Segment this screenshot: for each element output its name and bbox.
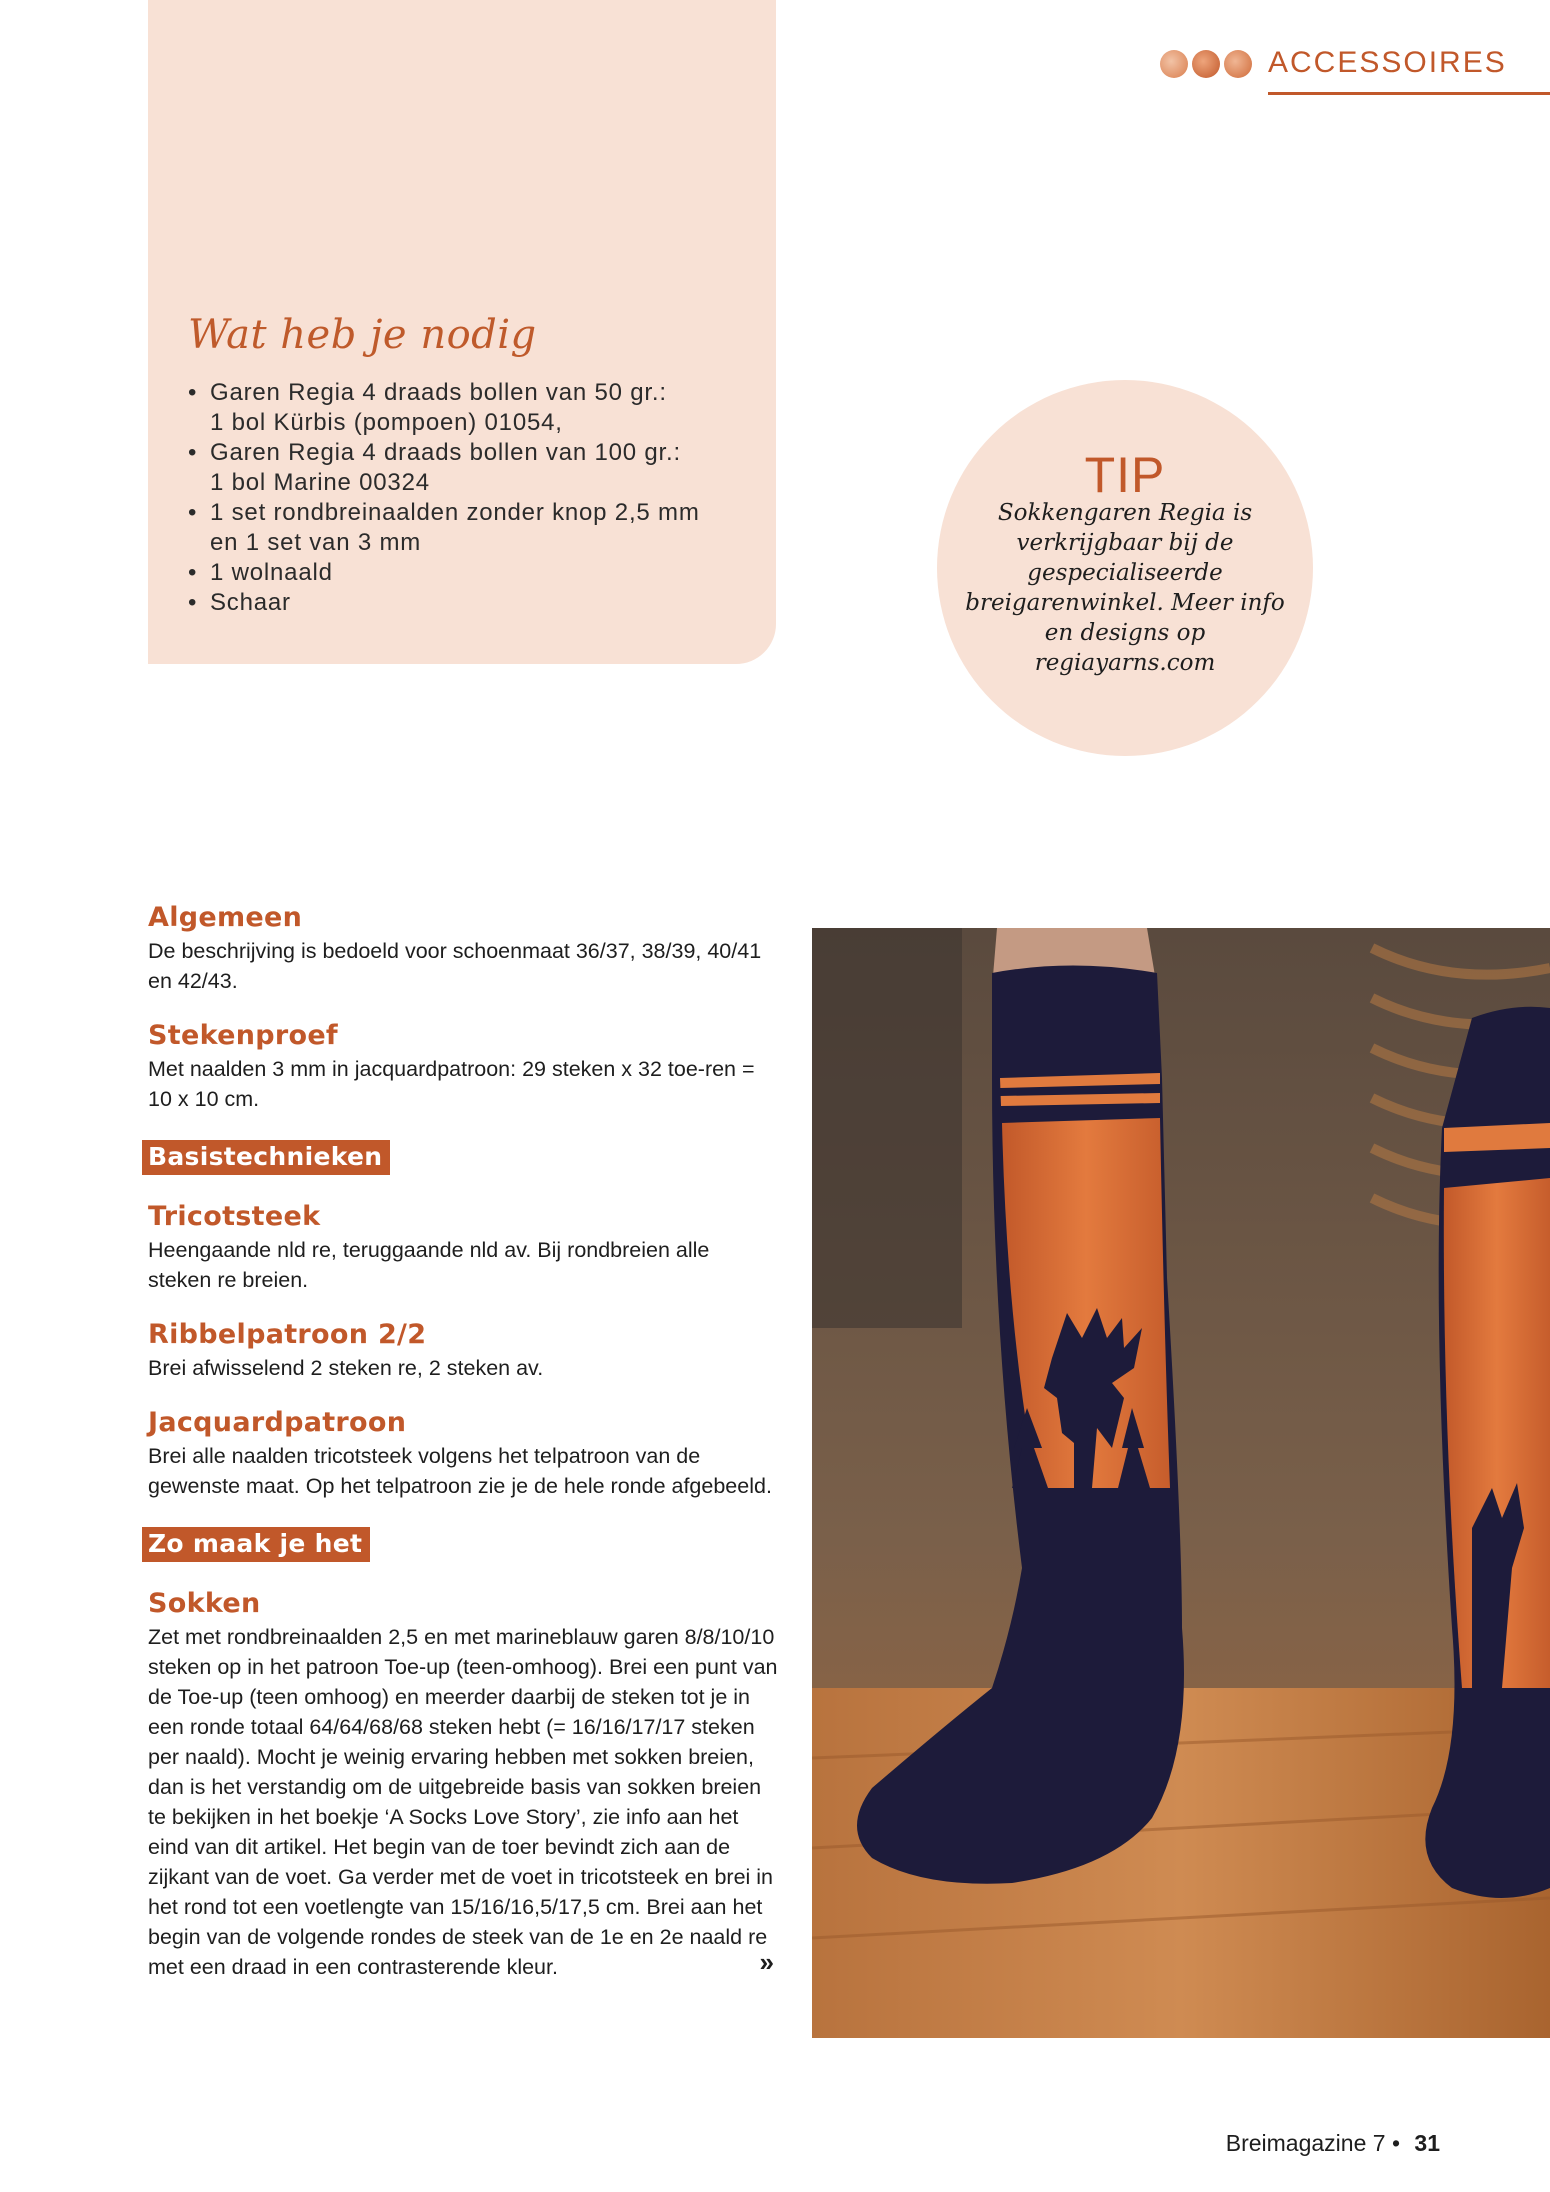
heading-jacquardpatroon: Jacquardpatroon: [148, 1407, 407, 1438]
text-ribbelpatroon: Brei afwisselend 2 steken re, 2 steken av.: [148, 1356, 544, 1380]
materials-item: • Schaar: [188, 588, 750, 618]
tip-title: TIP: [1084, 447, 1166, 503]
materials-title: Wat heb je nodig: [188, 312, 537, 358]
heading-algemeen: Algemeen: [148, 902, 303, 933]
tip-callout: [937, 380, 1313, 756]
tip-text: Sokkengaren Regia is verkrijgbaar bij de gespecialiseerde breigarenwinkel. Meer info en designs op regiayarns.com: [965, 500, 1285, 676]
materials-box: [148, 0, 776, 664]
banner-basistechnieken: Basistechnieken: [142, 1140, 390, 1175]
sock-photo: [812, 928, 1550, 2038]
text-algemeen: De beschrijving is bedoeld voor schoenmaat 36/37, 38/39, 40/41 en 42/43.: [148, 939, 762, 993]
banner-zo-maak-je-het: Zo maak je het: [142, 1527, 370, 1562]
text-stekenproef: Met naalden 3 mm in jacquardpatroon: 29 steken x 32 toe-ren = 10 x 10 cm.: [148, 1057, 755, 1111]
heading-ribbelpatroon: Ribbelpatroon 2/2: [148, 1319, 427, 1350]
instructions-column: [148, 900, 778, 1982]
page-number: 31: [1414, 2130, 1440, 2156]
materials-item: • 1 set rondbreinaalden zonder knop 2,5 mm en 1 set van 3 mm: [188, 498, 750, 558]
materials-list: [188, 378, 750, 618]
materials-item: • Garen Regia 4 draads bollen van 50 gr.: 1 bol Kürbis (pompoen) 01054,: [188, 378, 750, 438]
continue-arrow-icon: »: [759, 1947, 774, 1977]
footer-separator: •: [1391, 2130, 1401, 2156]
yarn-balls-icon: [1160, 50, 1264, 84]
heading-stekenproef: Stekenproef: [148, 1020, 338, 1051]
magazine-name: Breimagazine 7: [1225, 2130, 1386, 2156]
text-sokken: Zet met rondbreinaalden 2,5 en met marineblauw garen 8/8/10/10 steken op in het patroon Toe-up (teen-omhoog). Brei een punt van de Toe-up (teen omhoog) en meerder daarbij de steken tot je in een ronde totaal 64/64/68/68 steken hebt (= 16/16/17/17 steken per naald). Mocht je weinig ervaring hebben met sokken breien, dan is het verstandig om de uitgebreide basis van sokken breien te bekijken in het boekje ‘A Socks Love Story’, zie info aan het eind van dit artikel. Het begin van de toer bevindt zich aan de zijkant van de voet. Ga verder met de voet in tricotsteek en brei in het rond tot een voetlengte van 15/16/16,5/17,5 cm. Brei aan het begin van de volgende rondes de steek van de 1e en 2e naald re met een draad in een contrasterende kleur.: [148, 1625, 778, 1979]
materials-item: • Garen Regia 4 draads bollen van 100 gr.: 1 bol Marine 00324: [188, 438, 750, 498]
text-jacquardpatroon: Brei alle naalden tricotsteek volgens het telpatroon van de gewenste maat. Op het telpatroon zie je de hele ronde afgebeeld.: [148, 1444, 772, 1498]
materials-item: • 1 wolnaald: [188, 558, 750, 588]
text-tricotsteek: Heengaande nld re, teruggaande nld av. Bij rondbreien alle steken re breien.: [148, 1238, 710, 1292]
section-header: [1160, 44, 1550, 100]
header-divider: [1268, 92, 1550, 95]
heading-sokken: Sokken: [148, 1588, 261, 1619]
page-footer: [1150, 2130, 1440, 2157]
section-title: ACCESSOIRES: [1268, 46, 1507, 79]
heading-tricotsteek: Tricotsteek: [148, 1201, 321, 1232]
